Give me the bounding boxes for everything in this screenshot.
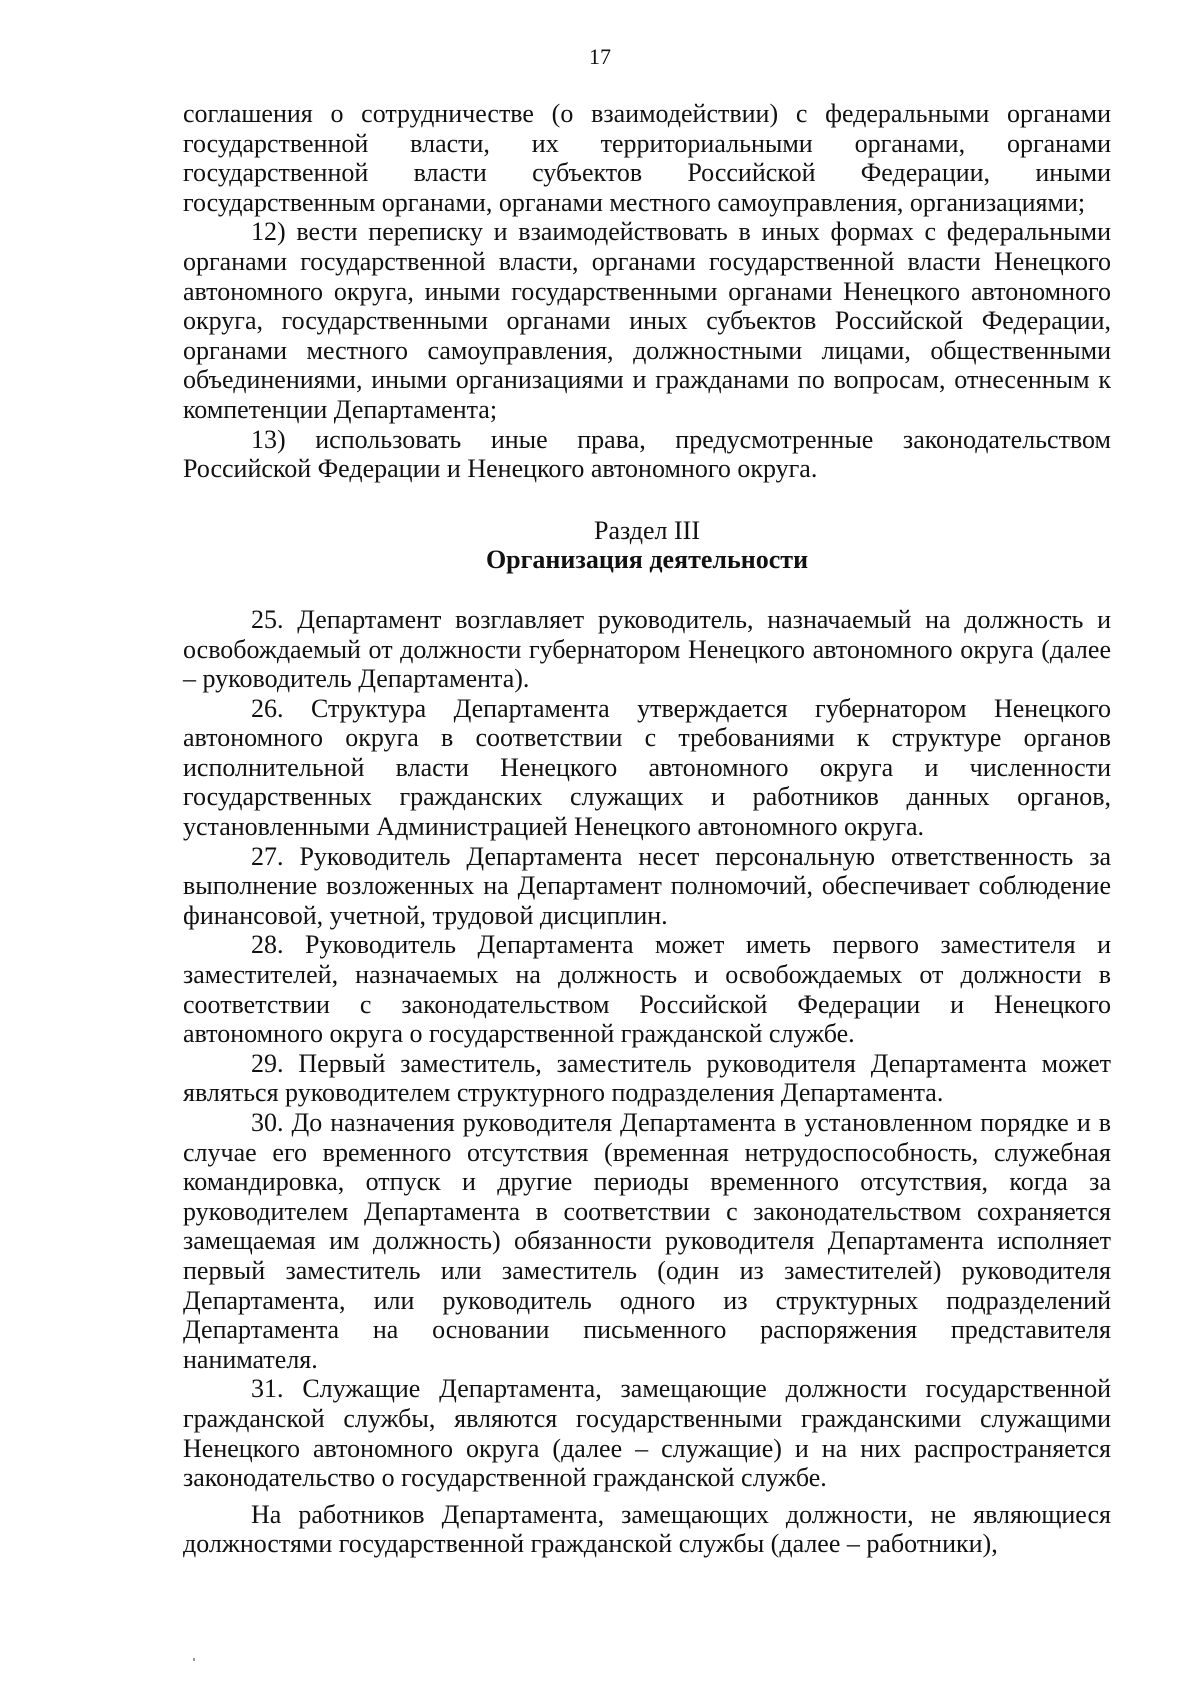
paragraph-clause-28: 28. Руководитель Департамента может иметь первого заместителя и заместителей, назначаемых на должность и освобождаемых от должности в соответствии с законодательством Российской Федерации и Ненецкого автономного округа о государственной гражданской службе. [183,930,1111,1049]
section-number: Раздел III [593,515,701,545]
paragraph-agreements-continuation: соглашения о сотрудничестве (о взаимодействии) с федеральными органами государственной власти, их территориальными органами, органами государственной власти субъектов Российской Федерации, иными государственным органами, органами местного самоуправления, организациями; [183,99,1111,217]
paragraph-spacer [183,1493,1111,1500]
paragraph-clause-31: 31. Служащие Департамента, замещающие должности государственной гражданской службы, являются государственными гражданскими служащими Ненецкого автономного округа (далее – служащие) и на них распространяется законодательство о государственной гражданской службе. [183,1374,1111,1493]
scan-speck [193,1658,195,1661]
document-body [183,99,1111,1559]
section-heading [183,516,1111,575]
section-spacer [183,575,1111,605]
paragraph-clause-29: 29. Первый заместитель, заместитель руководителя Департамента может являться руководителем структурного подразделения Департамента. [183,1048,1111,1108]
section-title: Организация деятельности [485,545,809,575]
paragraph-workers-continuation: На работников Департамента, замещающих должности, не являющиеся должностями государственной гражданской службы (далее – работники), [183,1499,1111,1559]
paragraph-item-12: 12) вести переписку и взаимодействовать в иных формах с федеральными органами государственной власти, органами государственной власти Ненецкого автономного округа, иными государственными органами Ненецкого автономного округа, государственными органами иных субъектов Российской Федерации, органами местного самоуправления, должностными лицами, общественными объединениями, иными организациями и гражданами по вопросам, отнесенным к компетенции Департамента; [183,217,1111,424]
paragraph-clause-25: 25. Департамент возглавляет руководитель, назначаемый на должность и освобождаемый от должности губернатором Ненецкого автономного округа (далее – руководитель Департамента). [183,604,1111,694]
paragraph-item-13: 13) использовать иные права, предусмотренные законодательством Российской Федерации и Ненецкого автономного округа. [183,424,1111,484]
page-number: 17 [589,44,611,69]
paragraph-clause-26: 26. Структура Департамента утверждается губернатором Ненецкого автономного округа в соответствии с требованиями к структуре органов исполнительной власти Ненецкого автономного округа и численности государственных гражданских служащих и работников данных органов, установленными Администрацией Ненецкого автономного округа. [183,693,1111,842]
paragraph-clause-27: 27. Руководитель Департамента несет персональную ответственность за выполнение возложенных на Департамент полномочий, обеспечивает соблюдение финансовой, учетной, трудовой дисциплин. [183,841,1111,930]
paragraph-clause-30: 30. До назначения руководителя Департамента в установленном порядке и в случае его временного отсутствия (временная нетрудоспособность, служебная командировка, отпуск и другие периоды временного отсутствия, когда за руководителем Департамента в соответствии с законодательством сохраняется замещаемая им должность) обязанности руководителя Департамента исполняет первый заместитель или заместитель (один из заместителей) руководителя Департамента, или руководитель одного из структурных подразделений Департамента на основании письменного распоряжения представителя нанимателя. [183,1108,1111,1374]
